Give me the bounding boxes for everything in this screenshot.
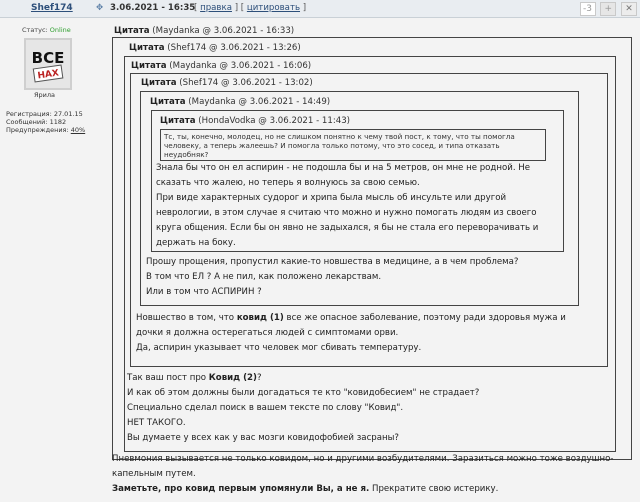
quote-text: круга общения. Если бы он явно не задыхался, я бы не стала его переворачивать и xyxy=(156,223,539,233)
post-date: 3.06.2021 - 16:35 xyxy=(110,3,196,13)
post-actions: [ правка ] [ цитировать ] xyxy=(194,3,307,13)
messages-count: Сообщений: 1182 xyxy=(6,118,67,126)
quote-text: Так ваш пост про Ковид (2)? xyxy=(127,373,262,383)
quote-text: держать на боку. xyxy=(156,238,236,248)
quote-text: При виде характерных судорог и хрипа была мысль об инсульте или другой xyxy=(156,193,507,203)
edit-link[interactable]: правка xyxy=(200,3,232,13)
quote-text: Или в том что АСПИРИН ? xyxy=(146,287,262,297)
quote-text: НЕТ ТАКОГО. xyxy=(127,418,186,428)
quote-block xyxy=(124,56,616,452)
quote-header: Цитата (HondaVodka @ 3.06.2021 - 11:43) xyxy=(160,116,351,126)
quote-header: Цитата (Shef174 @ 3.06.2021 - 13:26) xyxy=(129,43,301,53)
quote-link[interactable]: цитировать xyxy=(246,3,301,13)
quote-header: Цитата (Maydanka @ 3.06.2021 - 16:06) xyxy=(131,61,312,71)
post-text: капельным путем. xyxy=(112,469,196,479)
warnings-value[interactable]: 40% xyxy=(70,126,86,134)
quote-block xyxy=(151,110,564,252)
avatar-text-1: ВСЕ xyxy=(31,49,65,67)
post-body xyxy=(108,17,640,502)
avatar-text-2: НАХ xyxy=(36,68,60,82)
minus-button[interactable]: -3 xyxy=(580,2,596,16)
quote-block xyxy=(160,129,546,161)
quote-text: Новшество в том, что ковид (1) все же опасное заболевание, поэтому ради здоровья мужа и xyxy=(136,313,566,323)
user-status: Статус: Online xyxy=(22,26,71,34)
quote-text: Да, аспирин указывает что человек мог сбивать температуру. xyxy=(136,343,422,353)
quote-text: Специально сделал поиск в вашем тексте по слову "Ковид". xyxy=(127,403,404,413)
rating-controls xyxy=(578,2,637,16)
quote-block xyxy=(140,91,579,306)
quote-text: И как об этом должны были догадаться те кто "ковидобесием" не страдает? xyxy=(127,388,480,398)
quote-text: Вы думаете у всех как у вас мозги ковидофобией засраны? xyxy=(127,433,399,443)
quote-text: Прошу прощения, пропустил какие-то новшества в медицине, а в чем проблема? xyxy=(146,257,519,267)
quote-text: дочки я должна остерегаться людей с симптомами орви. xyxy=(136,328,399,338)
avatar[interactable] xyxy=(24,38,72,90)
quote-header: Цитата (Shef174 @ 3.06.2021 - 13:02) xyxy=(141,78,313,88)
registered: Регистрация: 27.01.15 xyxy=(6,110,83,118)
quote-text: Тс, ты, конечно, молодец, но не слишком понятно к чему твой пост, к тому, что ты помогла человеку, а теперь жалеешь? И помогла только потому, что это сосед, и типа отказать неудобняк? xyxy=(164,132,515,159)
author-link[interactable]: Shef174 xyxy=(31,3,73,13)
user-meta xyxy=(6,110,85,134)
warnings: Предупреждения: 40% xyxy=(6,126,86,134)
user-rank: Ярила xyxy=(34,91,56,99)
pin-icon[interactable]: ✥ xyxy=(96,3,104,13)
post-text: Пневмония вызывается не только ковидом, но и другими возбудителями. Заразиться можно тоже воздушно- xyxy=(112,454,614,464)
quote-text: Знала бы что он ел аспирин - не подошла бы и на 5 метров, он мне не родной. Не xyxy=(156,163,531,173)
quote-header: Цитата (Maydanka @ 3.06.2021 - 14:49) xyxy=(150,97,331,107)
quote-block xyxy=(112,37,632,460)
user-panel xyxy=(0,18,96,502)
quote-block xyxy=(130,73,608,367)
post-header xyxy=(0,0,640,18)
plus-button[interactable]: + xyxy=(600,2,616,16)
quote-header: Цитата (Maydanka @ 3.06.2021 - 16:33) xyxy=(114,26,295,36)
post-text: Заметьте, про ковид первым упомянули Вы, а не я. Прекратите свою истерику. xyxy=(112,484,499,494)
quote-text: сказать что жалею, но теперь я волнуюсь за свою семью. xyxy=(156,178,420,188)
quote-text: неврологии, в этом случае я считаю что можно и нужно помогать людям из своего xyxy=(156,208,537,218)
quote-text: В том что ЕЛ ? А не пил, как положено лекарствам. xyxy=(146,272,382,282)
close-icon[interactable]: ✕ xyxy=(621,2,637,16)
